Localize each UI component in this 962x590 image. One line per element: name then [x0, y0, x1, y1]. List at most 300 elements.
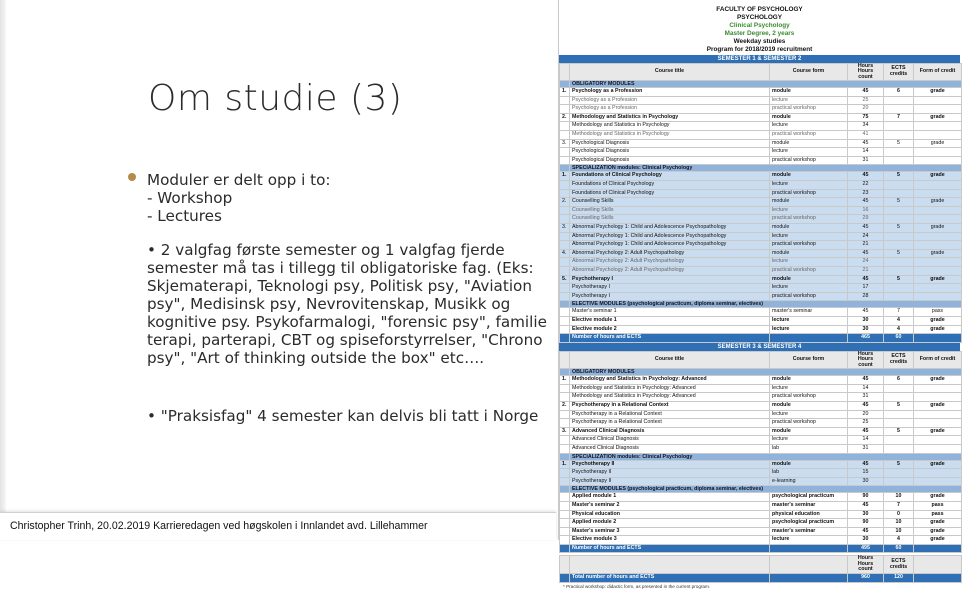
table-cell	[914, 384, 962, 393]
degree-line: Master Degree, 2 years	[724, 30, 795, 38]
grand-total-head	[560, 556, 962, 574]
table-cell: OBLIGATORY MODULES	[570, 81, 962, 88]
table-cell: physical education	[770, 510, 848, 519]
column-header	[570, 556, 770, 574]
table-cell: Psychotherapy I	[570, 284, 770, 293]
column-header: Hours Hours count	[848, 556, 884, 574]
table-cell: 30	[848, 325, 884, 334]
table-cell: grade	[914, 376, 962, 385]
table-row	[560, 493, 962, 502]
table-cell: practical workshop	[770, 105, 848, 114]
table-cell	[770, 544, 848, 553]
table-cell	[560, 181, 570, 190]
semester-1-2-bar: SEMESTER 1 & SEMESTER 2	[559, 55, 960, 63]
table-cell: 20	[848, 410, 884, 419]
table-cell	[884, 292, 914, 301]
table-cell	[560, 544, 570, 553]
table-cell: lecture	[770, 410, 848, 419]
table-row	[560, 527, 962, 536]
table-cell: lecture	[770, 316, 848, 325]
table-cell: 4	[884, 536, 914, 545]
total-row	[560, 544, 962, 553]
table-cell	[914, 393, 962, 402]
table-cell: lecture	[770, 181, 848, 190]
table-cell: 10	[884, 519, 914, 528]
table-cell: Psychotherapy II	[570, 469, 770, 478]
table-row	[560, 477, 962, 486]
table-cell: OBLIGATORY MODULES	[570, 369, 962, 376]
table-row	[560, 444, 962, 453]
section-row	[560, 301, 962, 308]
table-cell	[884, 105, 914, 114]
table-cell: Abnormal Psychology 2: Adult Psychopathology	[570, 258, 770, 267]
table-cell: Foundations of Clinical Psychology	[570, 181, 770, 190]
table-cell: 5	[884, 460, 914, 469]
column-header: Form of credit	[914, 351, 962, 369]
table-cell: 1.	[560, 88, 570, 97]
column-header: ECTS credits	[884, 351, 914, 369]
table-cell: 16	[848, 206, 884, 215]
table-cell	[560, 81, 570, 88]
table-cell: lecture	[770, 148, 848, 157]
table-cell: practical workshop	[770, 292, 848, 301]
table-cell: lecture	[770, 232, 848, 241]
table-cell	[884, 284, 914, 293]
table-cell	[884, 148, 914, 157]
table-cell: module	[770, 249, 848, 258]
table-cell: 6	[884, 88, 914, 97]
column-header: Hours Hours count	[848, 351, 884, 369]
table-cell: grade	[914, 460, 962, 469]
table-cell: 45	[848, 401, 884, 410]
table-cell	[914, 436, 962, 445]
table-cell: 17	[848, 284, 884, 293]
table-cell: master's seminar	[770, 501, 848, 510]
table-cell	[914, 206, 962, 215]
table-cell	[914, 477, 962, 486]
table-cell: module	[770, 460, 848, 469]
table-row	[560, 241, 962, 250]
table-cell	[560, 519, 570, 528]
table-cell: 60	[884, 544, 914, 553]
table-cell: grade	[914, 172, 962, 181]
table-cell	[560, 241, 570, 250]
table-cell: 45	[848, 460, 884, 469]
table-cell	[560, 105, 570, 114]
table-cell	[884, 477, 914, 486]
column-header: Course form	[770, 63, 848, 81]
table-cell: Master's seminar 3	[570, 527, 770, 536]
table-cell	[914, 419, 962, 428]
grand-total-label: Total number of hours and ECTS	[570, 573, 770, 582]
table-row	[560, 393, 962, 402]
table-cell: Methodology and Statistics in Psychology: Advanced	[570, 393, 770, 402]
table-cell: lecture	[770, 122, 848, 131]
table-cell	[560, 266, 570, 275]
table-cell	[884, 419, 914, 428]
section-row	[560, 81, 962, 88]
table-cell: 5	[884, 139, 914, 148]
table-cell: Abnormal Psychology 1: Child and Adolescence Psychopathology	[570, 232, 770, 241]
section-row	[560, 369, 962, 376]
total-row	[560, 334, 962, 343]
table-cell: 28	[848, 292, 884, 301]
table-cell: lecture	[770, 206, 848, 215]
table-cell: Counselling Skills	[570, 215, 770, 224]
bullet-electives: • 2 valgfag første semester og 1 valgfag fjerde semester må tas i tillegg til obligatoriske fag. (Eks: Skjematerapi, Teknologi psy, Politisk psy, "Aviation psy", Medisinsk psy, Nevrovitenskap, Musikk og kognitive psy. Psykofarmalogi, "forensic psy", familie terapi, parterapi, CBT og spiseforstyrrelser, "Chrono psy", "Art of thinking outside the box" etc….	[147, 241, 547, 367]
table-cell: Advanced Clinical Diagnosis	[570, 436, 770, 445]
table-cell: lecture	[770, 384, 848, 393]
column-header	[560, 63, 570, 81]
table-cell: 45	[848, 88, 884, 97]
table-cell	[914, 469, 962, 478]
table-row	[560, 510, 962, 519]
table-cell	[914, 284, 962, 293]
table-cell: Psychological Diagnosis	[570, 148, 770, 157]
table-cell: 31	[848, 393, 884, 402]
column-header: ECTS credits	[884, 63, 914, 81]
table-cell: e-learning	[770, 477, 848, 486]
slide-footer	[0, 512, 556, 540]
table-cell: module	[770, 275, 848, 284]
table-cell	[560, 308, 570, 317]
table-cell	[560, 206, 570, 215]
table-cell: Methodology and Statistics in Psychology: Advanced	[570, 376, 770, 385]
table-cell: psychological practicum	[770, 519, 848, 528]
department-line: PSYCHOLOGY	[736, 14, 783, 22]
table-cell: Abnormal Psychology 2: Adult Psychopathology	[570, 266, 770, 275]
table-cell	[560, 453, 570, 460]
table-cell: SPECIALIZATION modules: Clinical Psychology	[570, 165, 962, 172]
table-cell: lecture	[770, 258, 848, 267]
study-mode-line: Weekday studies	[733, 38, 786, 46]
table-cell: Psychological Diagnosis	[570, 156, 770, 165]
column-header: Course form	[770, 351, 848, 369]
table-cell	[884, 215, 914, 224]
table-cell	[884, 241, 914, 250]
table-cell: 14	[848, 384, 884, 393]
table-cell: practical workshop	[770, 131, 848, 140]
table-cell: Number of hours and ECTS	[570, 544, 770, 553]
table-cell: practical workshop	[770, 215, 848, 224]
table-cell: Methodology and Statistics in Psychology	[570, 113, 770, 122]
table-cell	[560, 215, 570, 224]
table-cell: module	[770, 113, 848, 122]
header-row	[560, 556, 962, 574]
table-cell: grade	[914, 316, 962, 325]
table-cell: Psychology as a Profession	[570, 105, 770, 114]
table-cell: 60	[884, 334, 914, 343]
table-row	[560, 316, 962, 325]
table-cell: SPECIALIZATION modules: Clinical Psychology	[570, 453, 962, 460]
table-cell	[560, 122, 570, 131]
table-row	[560, 460, 962, 469]
table-cell	[914, 215, 962, 224]
table-cell: ELECTIVE MODULES (psychological practicum, diploma seminar, electives)	[570, 301, 962, 308]
table-cell: practical workshop	[770, 419, 848, 428]
column-header	[560, 351, 570, 369]
table-row	[560, 308, 962, 317]
table-cell	[560, 96, 570, 105]
table-row	[560, 427, 962, 436]
table-cell: 5	[884, 275, 914, 284]
table-row	[560, 469, 962, 478]
table-cell: 31	[848, 444, 884, 453]
table-cell	[914, 241, 962, 250]
column-header	[770, 556, 848, 574]
table-cell	[914, 444, 962, 453]
table-cell: grade	[914, 536, 962, 545]
table-cell: 90	[848, 493, 884, 502]
table-row	[560, 88, 962, 97]
table-cell: Psychotherapy II	[570, 477, 770, 486]
footnote: * Practical workshop: didactic form, as presented in the current program.	[563, 583, 711, 589]
table-cell: module	[770, 376, 848, 385]
table-cell	[560, 477, 570, 486]
curriculum-document	[558, 0, 960, 589]
table-cell: Foundations of Clinical Psychology	[570, 172, 770, 181]
table-cell	[560, 316, 570, 325]
table-cell: 45	[848, 427, 884, 436]
table-cell	[884, 181, 914, 190]
grand-total-ects: 120	[884, 573, 914, 582]
table-cell: 24	[848, 258, 884, 267]
table-cell: Psychological Diagnosis	[570, 139, 770, 148]
table-row	[560, 96, 962, 105]
bullet-dot	[128, 173, 136, 181]
table-row	[560, 536, 962, 545]
program-year-line: Program for 2018/2019 recruitment	[706, 46, 813, 54]
column-header	[914, 556, 962, 574]
table-cell	[560, 493, 570, 502]
table-cell: Master's seminar 1	[570, 308, 770, 317]
table-cell: master's seminar	[770, 308, 848, 317]
table-cell: grade	[914, 223, 962, 232]
table-cell: 21	[848, 266, 884, 275]
table-cell	[914, 122, 962, 131]
table-cell	[884, 131, 914, 140]
table-cell	[884, 410, 914, 419]
table-row	[560, 419, 962, 428]
table-row	[560, 156, 962, 165]
table-row	[560, 284, 962, 293]
column-header: ECTS credits	[884, 556, 914, 574]
table-row	[560, 215, 962, 224]
table-cell	[884, 258, 914, 267]
table-cell: grade	[914, 113, 962, 122]
table-cell: 2.	[560, 113, 570, 122]
table-row	[560, 206, 962, 215]
table-cell: 6	[884, 376, 914, 385]
table-cell: 25	[848, 419, 884, 428]
table-cell: 495	[848, 544, 884, 553]
table-cell: 3.	[560, 223, 570, 232]
table-cell: grade	[914, 88, 962, 97]
table-cell	[914, 189, 962, 198]
table-cell	[560, 393, 570, 402]
table-cell	[884, 232, 914, 241]
table-cell: Applied module 1	[570, 493, 770, 502]
table-cell	[560, 369, 570, 376]
table-cell	[884, 206, 914, 215]
table-cell: practical workshop	[770, 189, 848, 198]
table-row	[560, 325, 962, 334]
table-cell: grade	[914, 427, 962, 436]
section-row	[560, 486, 962, 493]
table-cell: Psychology as a Profession	[570, 88, 770, 97]
header-row	[560, 351, 962, 369]
table-row	[560, 172, 962, 181]
table-cell	[914, 544, 962, 553]
table-cell	[560, 436, 570, 445]
table-cell: grade	[914, 275, 962, 284]
table-cell	[914, 258, 962, 267]
table-cell	[884, 393, 914, 402]
specialization-line: Clinical Psychology	[729, 22, 790, 30]
table-cell	[914, 96, 962, 105]
semester-1-2-body	[560, 81, 962, 343]
semester-3-4-bar: SEMESTER 3 & SEMESTER 4	[559, 343, 960, 351]
column-header	[560, 556, 570, 574]
table-cell	[560, 189, 570, 198]
table-cell: 5	[884, 401, 914, 410]
table-cell	[884, 122, 914, 131]
table-cell: 45	[848, 376, 884, 385]
table-cell: 30	[848, 536, 884, 545]
table-row	[560, 131, 962, 140]
table-cell: Psychotherapy in a Relational Context	[570, 401, 770, 410]
table-cell	[560, 301, 570, 308]
table-row	[560, 122, 962, 131]
column-header: Hours Hours count	[848, 63, 884, 81]
table-row	[560, 223, 962, 232]
table-row	[560, 436, 962, 445]
table-cell: 20	[848, 105, 884, 114]
curriculum-header	[559, 0, 960, 55]
table-cell: 75	[848, 113, 884, 122]
table-cell: grade	[914, 325, 962, 334]
table-cell: 10	[884, 493, 914, 502]
table-cell: 3.	[560, 139, 570, 148]
table-row	[560, 266, 962, 275]
table-cell: 4.	[560, 249, 570, 258]
table-cell: Advanced Clinical Diagnosis	[570, 444, 770, 453]
table-cell: 25	[848, 96, 884, 105]
table-cell: Applied module 2	[570, 519, 770, 528]
table-cell	[560, 444, 570, 453]
table-cell: Number of hours and ECTS	[570, 334, 770, 343]
table-cell: 5	[884, 198, 914, 207]
table-cell: 14	[848, 436, 884, 445]
table-cell	[560, 536, 570, 545]
semester-3-4-body	[560, 369, 962, 553]
table-cell: Elective module 2	[570, 325, 770, 334]
table-cell: Elective module 1	[570, 316, 770, 325]
table-row	[560, 410, 962, 419]
table-cell: 7	[884, 501, 914, 510]
semester-3-4-head	[560, 351, 962, 369]
table-cell: 21	[848, 241, 884, 250]
table-cell: 5.	[560, 275, 570, 284]
table-cell: ELECTIVE MODULES (psychological practicum, diploma seminar, electives)	[570, 486, 962, 493]
table-cell: 14	[848, 148, 884, 157]
semester-3-4-table	[559, 351, 962, 554]
table-cell: lecture	[770, 325, 848, 334]
table-row	[560, 401, 962, 410]
table-cell	[560, 232, 570, 241]
table-cell: 5	[884, 427, 914, 436]
bullet-practicum: • "Praksisfag" 4 semester kan delvis bli tatt i Norge	[147, 407, 539, 425]
table-cell	[560, 334, 570, 343]
header-row	[560, 63, 962, 81]
table-cell	[914, 232, 962, 241]
column-header: Form of credit	[914, 63, 962, 81]
table-row	[560, 292, 962, 301]
table-cell: lecture	[770, 284, 848, 293]
table-cell: Elective module 3	[570, 536, 770, 545]
table-cell: 15	[848, 469, 884, 478]
table-cell: 5	[884, 249, 914, 258]
table-cell: grade	[914, 493, 962, 502]
table-cell	[560, 510, 570, 519]
table-cell: 45	[848, 275, 884, 284]
table-cell: practical workshop	[770, 241, 848, 250]
table-cell	[884, 266, 914, 275]
table-cell: Psychotherapy in a Relational Context	[570, 410, 770, 419]
table-row	[560, 275, 962, 284]
table-cell: 45	[848, 139, 884, 148]
table-cell	[560, 384, 570, 393]
table-cell: 3.	[560, 427, 570, 436]
table-cell: module	[770, 223, 848, 232]
bullet-modules: Moduler er delt opp i to: - Workshop - Lectures	[147, 171, 331, 225]
table-cell: lecture	[770, 96, 848, 105]
slide-left-edge	[0, 0, 6, 540]
table-cell	[884, 384, 914, 393]
table-cell	[560, 501, 570, 510]
table-cell: grade	[914, 139, 962, 148]
table-cell: Methodology and Statistics in Psychology: Advanced	[570, 384, 770, 393]
table-cell: module	[770, 401, 848, 410]
column-header: Course title	[570, 63, 770, 81]
table-cell	[884, 189, 914, 198]
table-cell: lab	[770, 469, 848, 478]
table-cell: grade	[914, 249, 962, 258]
table-cell: Psychotherapy II	[570, 460, 770, 469]
table-row	[560, 105, 962, 114]
table-cell	[914, 181, 962, 190]
table-cell: 45	[848, 223, 884, 232]
table-cell	[560, 469, 570, 478]
table-cell: 24	[848, 232, 884, 241]
table-cell	[560, 284, 570, 293]
table-cell: 45	[848, 198, 884, 207]
table-cell	[560, 292, 570, 301]
table-cell	[560, 527, 570, 536]
table-cell: Abnormal Psychology 1: Child and Adolescence Psychopathology	[570, 241, 770, 250]
table-cell: Counselling Skills	[570, 198, 770, 207]
faculty-line: FACULTY OF PSYCHOLOGY	[716, 6, 803, 13]
table-cell: lecture	[770, 436, 848, 445]
table-row	[560, 198, 962, 207]
table-cell: 45	[848, 308, 884, 317]
table-row	[560, 148, 962, 157]
table-cell: 7	[884, 113, 914, 122]
table-cell: 45	[848, 249, 884, 258]
table-cell: Psychology as a Profession	[570, 96, 770, 105]
table-cell: grade	[914, 519, 962, 528]
table-cell: module	[770, 172, 848, 181]
